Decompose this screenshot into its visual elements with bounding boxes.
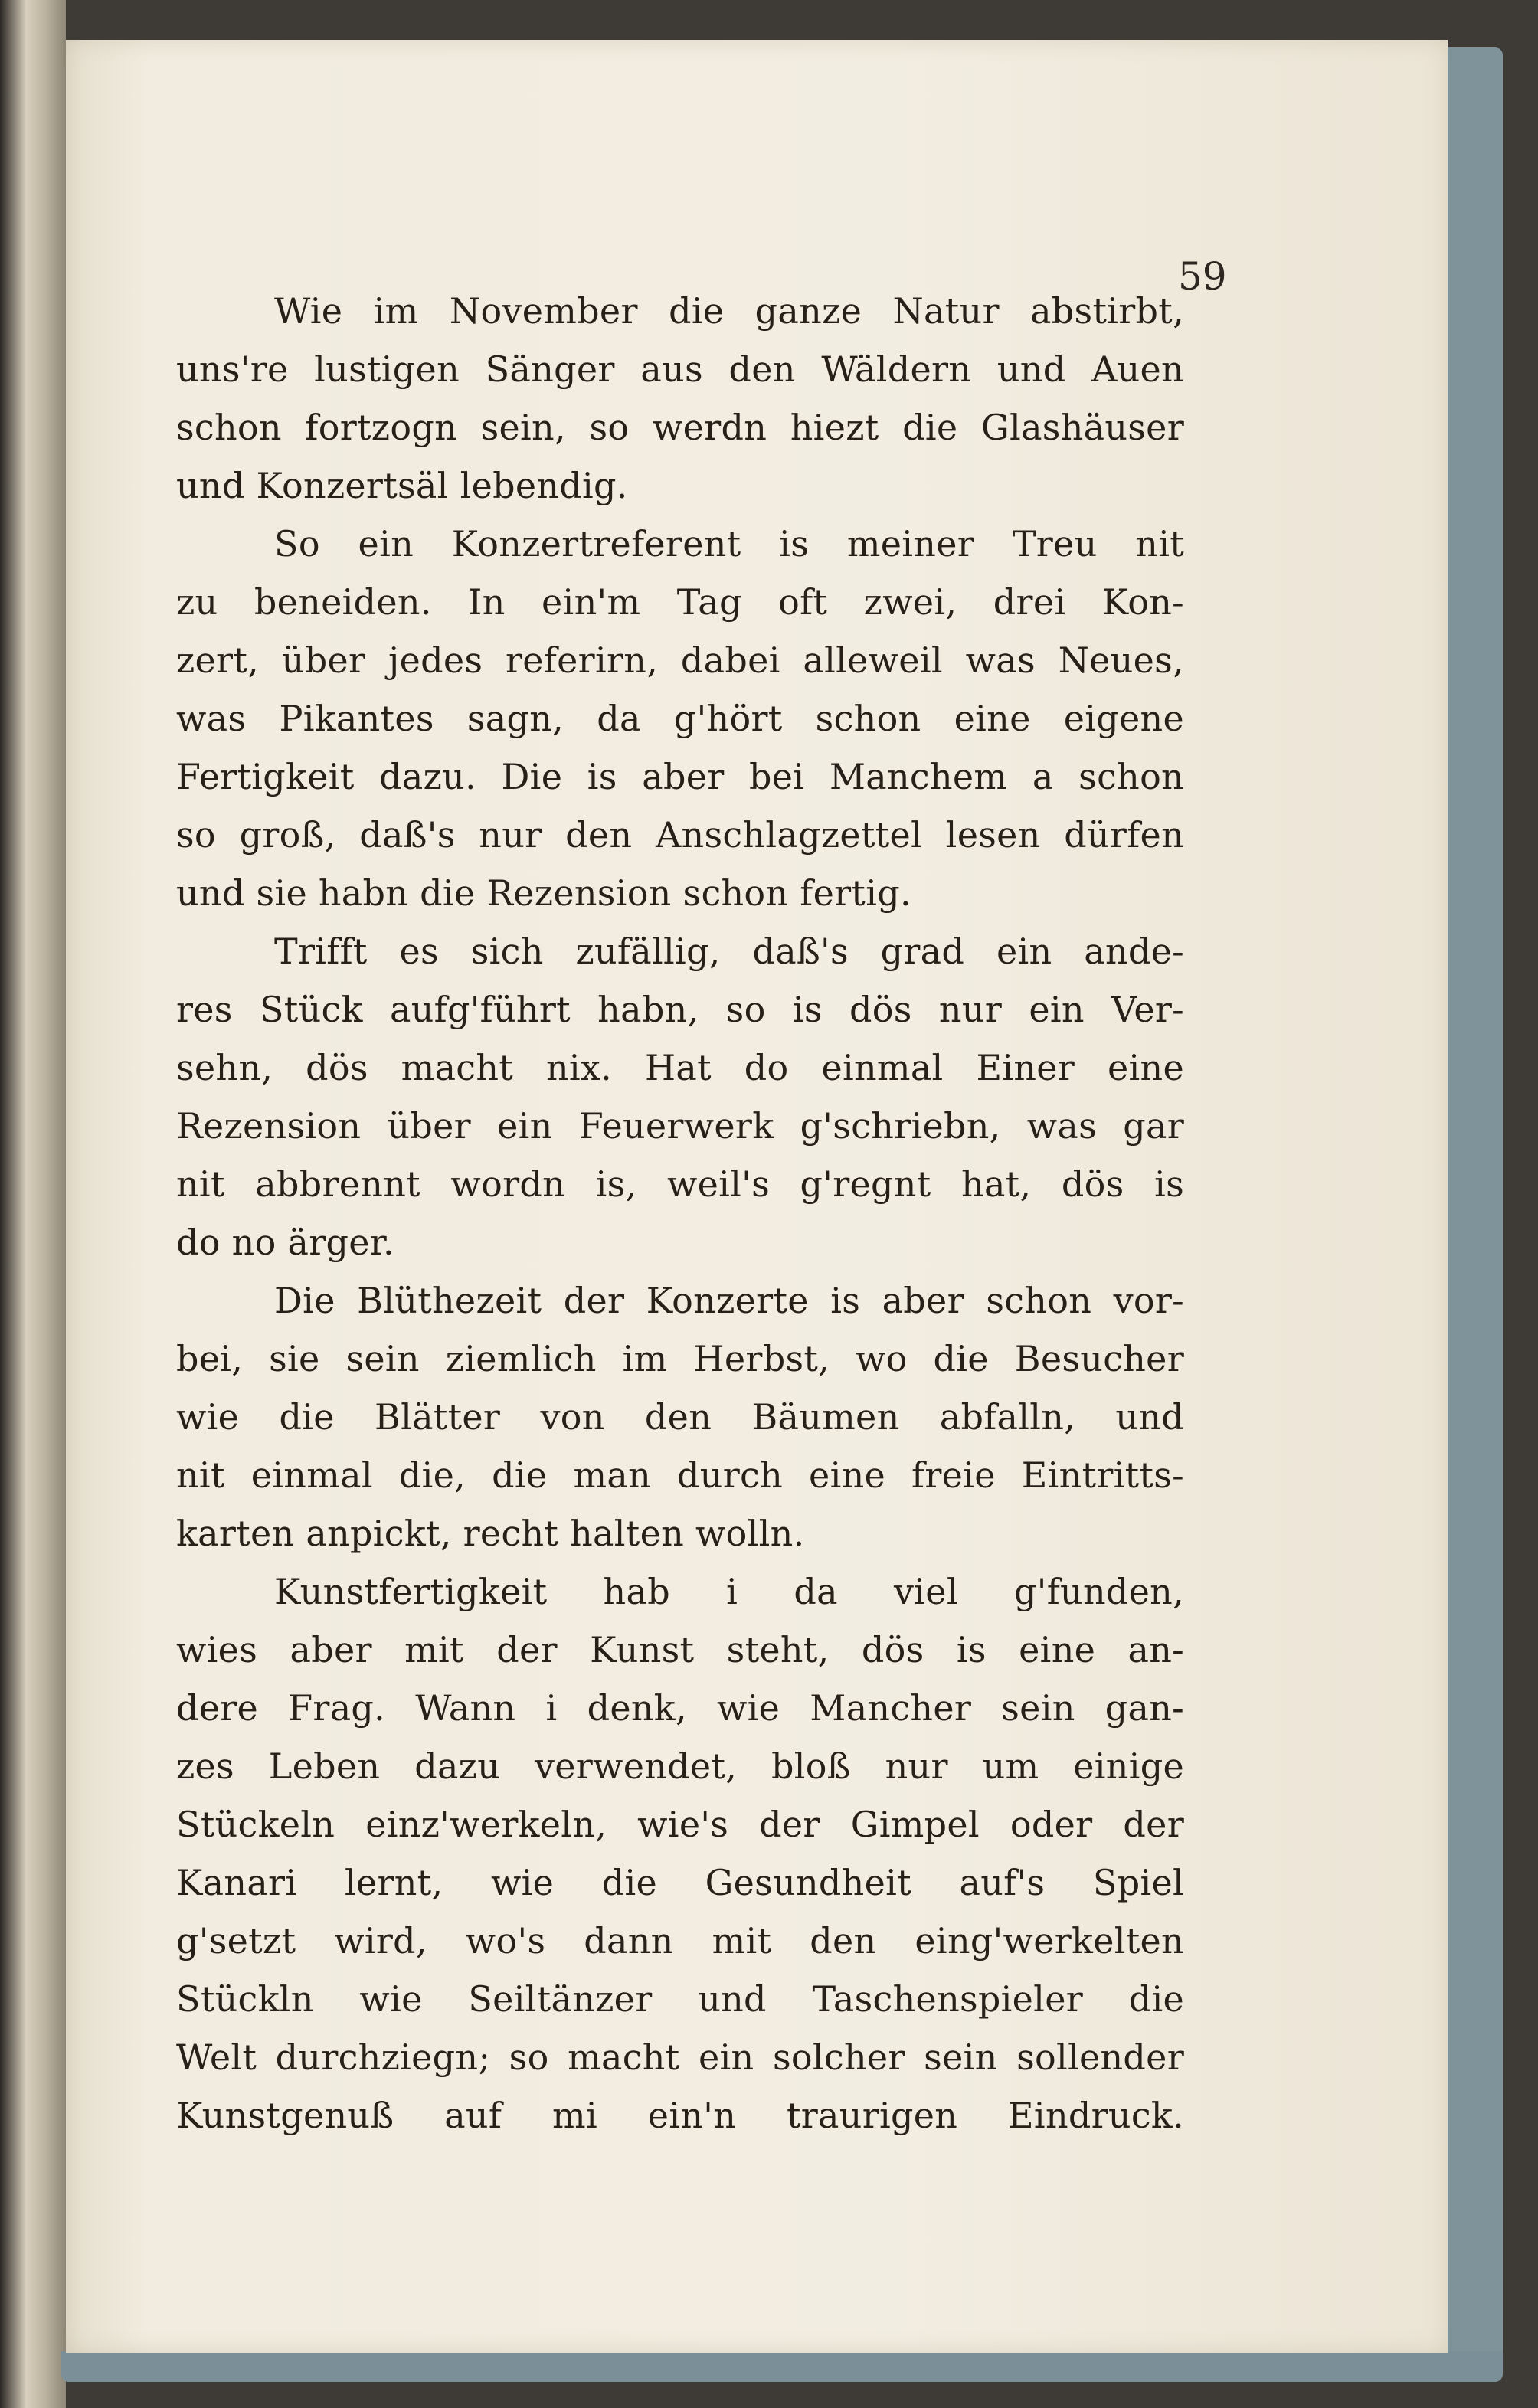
text-line: und Konzertsäl lebendig.	[176, 465, 628, 506]
text-line: Welt durchziegn; so macht ein solcher sein sollender	[176, 2037, 1184, 2078]
text-line: nit einmal die, die man durch eine freie Eintritts-	[176, 1454, 1184, 1496]
text-line: res Stück aufg'führt habn, so is dös nur ein Ver-	[176, 989, 1184, 1030]
text-line: g'setzt wird, wo's dann mit den eing'werkelten	[176, 1920, 1184, 1961]
text-line: was Pikantes sagn, da g'hört schon eine eigene	[176, 698, 1184, 739]
text-line: zu beneiden. In ein'm Tag oft zwei, drei Kon-	[176, 581, 1184, 623]
book-binding-edge	[0, 0, 66, 2408]
text-line: Rezension über ein Feuerwerk g'schriebn, was gar	[176, 1105, 1184, 1147]
book-cover-bottom-edge	[61, 2351, 1503, 2382]
text-line: Stückln wie Seiltänzer und Taschenspieler die	[176, 1978, 1184, 2020]
text-line: So ein Konzertreferent is meiner Treu nit	[274, 523, 1184, 564]
text-line: so groß, daß's nur den Anschlagzettel lesen dürfen	[176, 814, 1184, 856]
text-line: Trifft es sich zufällig, daß's grad ein ande-	[274, 931, 1184, 972]
text-line: Wie im November die ganze Natur abstirbt,	[274, 290, 1184, 332]
book-cover-edge	[1448, 47, 1503, 2373]
page-number: 59	[1178, 254, 1227, 299]
text-line: sehn, dös macht nix. Hat do einmal Einer eine	[176, 1047, 1184, 1088]
text-line: wies aber mit der Kunst steht, dös is eine an-	[176, 1629, 1184, 1670]
text-line: uns're lustigen Sänger aus den Wäldern und Auen	[176, 348, 1184, 390]
text-line: wie die Blätter von den Bäumen abfalln, und	[176, 1396, 1184, 1438]
text-line: zert, über jedes referirn, dabei alleweil was Neues,	[176, 640, 1184, 681]
text-line: zes Leben dazu verwendet, bloß nur um einige	[176, 1745, 1184, 1787]
text-line: Stückeln einz'werkeln, wie's der Gimpel oder der	[176, 1804, 1184, 1845]
text-line: und sie habn die Rezension schon fertig.	[176, 872, 911, 914]
text-line: karten anpickt, recht halten wolln.	[176, 1513, 805, 1554]
text-line: Fertigkeit dazu. Die is aber bei Manchem a schon	[176, 756, 1184, 797]
text-line: do no ärger.	[176, 1222, 394, 1263]
text-line: bei, sie sein ziemlich im Herbst, wo die Besucher	[176, 1338, 1184, 1379]
page-text	[176, 282, 1184, 2145]
text-line: nit abbrennt wordn is, weil's g'regnt hat, dös is	[176, 1163, 1184, 1205]
text-line: Kunstfertigkeit hab i da viel g'funden,	[274, 1571, 1184, 1612]
text-line: Kunstgenuß auf mi ein'n traurigen Eindruck.	[176, 2095, 1184, 2136]
text-line: Die Blüthezeit der Konzerte is aber schon vor-	[274, 1280, 1184, 1321]
text-line: schon fortzogn sein, so werdn hiezt die Glashäuser	[176, 407, 1184, 448]
text-line: Kanari lernt, wie die Gesundheit auf's Spiel	[176, 1862, 1184, 1903]
text-line: dere Frag. Wann i denk, wie Mancher sein gan-	[176, 1687, 1184, 1729]
